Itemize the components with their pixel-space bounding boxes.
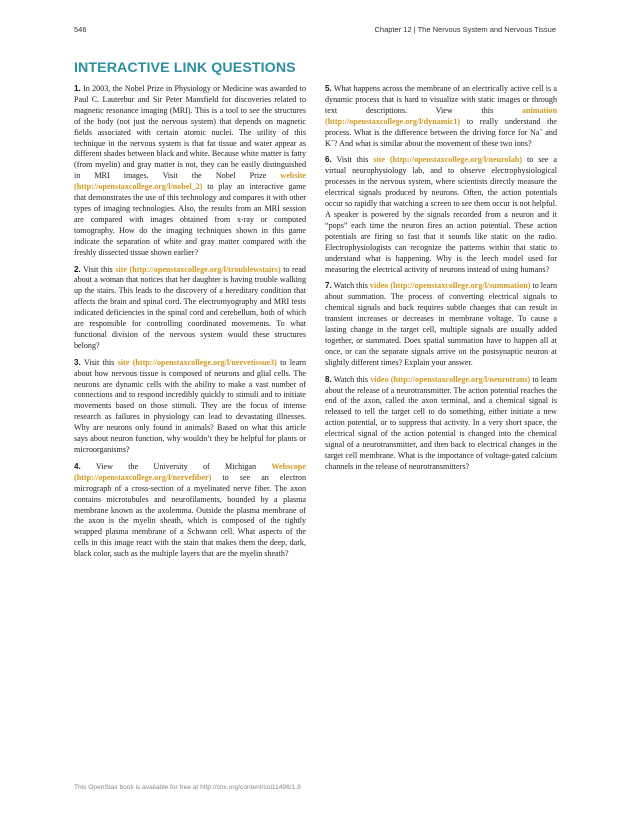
- superscript: +: [539, 126, 543, 133]
- question-text: to read about a woman that notices that her daughter is having trouble walking up the stairs. This leads to the discovery of a hereditary condition that affects the brain and spinal cord. The electromyography and MRI tests indicated deficiencies in the spinal cord and cerebellum, both of which are responsible for controlling coordinated movements. To what functional division of the nervous system would these structures belong?: [74, 264, 306, 350]
- troublewstairs-site-link[interactable]: site (http://openstaxcollege.org/l/troublewstairs): [115, 264, 281, 274]
- summation-video-link[interactable]: video (http://openstaxcollege.org/l/summation): [369, 281, 531, 291]
- neurolab-site-link[interactable]: site (http://openstaxcollege.org/l/neurolab): [373, 155, 523, 165]
- question-text: In 2003, the Nobel Prize in Physiology or Medicine was awarded to Paul C. Lauterbur and Sir Peter Mansfield for discoveries related to magnetic resonance imaging (MRI). This is a tool to see the structures of the body (not just the nervous system) that depends on magnetic fields associated with certain atomic nuclei. The utility of this technique in the nervous system is that fat tissue and water appear as different shades between black and white. Because white matter is fatty (from myelin) and gray matter is not, they can be easily distinguished in MRI images. Visit the Nobel Prize: [74, 84, 306, 181]
- neurotrans-video-link[interactable]: video (http://openstaxcollege.org/l/neurotrans): [370, 374, 531, 384]
- webscope-link[interactable]: Webscope (http://openstaxcollege.org/l/nervefiber): [74, 461, 306, 482]
- nobel-website-link[interactable]: website (http://openstaxcollege.org/l/nobel_2): [74, 171, 306, 192]
- question-1: [74, 84, 306, 259]
- question-text: and K: [325, 127, 557, 148]
- question-number: 2.: [74, 264, 81, 274]
- question-number: 4.: [74, 461, 81, 471]
- right-column: [325, 84, 557, 479]
- question-text: to see a virtual neurophysiology lab, and to observe electrophysiological processes in the nervous system, where scientists directly measure the electrical signals produced by neurons. Often, the action potentials occur so rapidly that watching a screen to see them occur is not helpful. A speaker is powered by the signals recorded from a neuron and it “pops” each time the neuron fires an action potential. These action potentials are firing so fast that it sounds like static on the radio. Electrophysiologists can recognize the patterns within that static to understand what is happening. Why is the leech model used for measuring the electrical activity of neurons instead of using humans?: [325, 155, 558, 274]
- question-text: View the University of Michigan: [80, 461, 272, 471]
- question-text: What happens across the membrane of an electrically active cell is a dynamic process that is hard to visualize with static images or through text descriptions. View this: [325, 84, 557, 115]
- question-6: [325, 155, 557, 275]
- question-text: to play an interactive game that demonstrates the use of this technology and compares it with other types of imaging technologies. Also, the results from an MRI session are compared with images obtained from x-ray or computed tomography. How do the imaging techniques shown in this game indicate the separation of white and gray matter compared with the freshly dissected tissue shown earlier?: [74, 182, 306, 257]
- question-number: 7.: [325, 281, 332, 291]
- question-number: 8.: [325, 374, 332, 384]
- left-column: [74, 84, 306, 566]
- question-number: 3.: [74, 357, 81, 367]
- question-number: 5.: [325, 84, 332, 93]
- page-number: 546: [74, 25, 87, 34]
- question-number: 1.: [74, 84, 81, 93]
- question-text: to see an electron micrograph of a cross-section of a myelinated nerve fiber. The axon contains microtubules and neurofilaments, bounded by a plasma membrane known as the axolemma. Outside the plasma membrane of the axon is the myelin sheath, which is composed of the tightly wrapped plasma membrane of a Schwann cell. What aspects of the cells in this image react with the stain that makes them the deep, dark, black color, such as the multiple layers that are the myelin sheath?: [74, 472, 306, 559]
- question-text: ? And what is similar about the movement of these two ions?: [333, 138, 532, 148]
- question-number: 6.: [325, 155, 332, 165]
- section-title: INTERACTIVE LINK QUESTIONS: [74, 60, 296, 76]
- animation-link[interactable]: animation (http://openstaxcollege.org/l/dynamic1): [325, 105, 557, 126]
- question-7: [325, 281, 557, 368]
- question-5: [325, 84, 557, 149]
- nervetissue-site-link[interactable]: site (http://openstaxcollege.org/l/nervetissue3): [117, 357, 277, 367]
- question-text: Visit this: [331, 155, 374, 165]
- question-4: [74, 462, 306, 560]
- question-8: [325, 375, 557, 473]
- question-text: to really understand the process. What is the difference between the driving force for Na: [325, 116, 557, 137]
- question-text: to learn about how nervous tissue is composed of neurons and glial cells. The neurons are dynamic cells with the ability to make a vast number of connections and to respond incredibly quickly to stimuli and to initiate movements based on those stimuli. They are the focus of intense research as failures in physiology can lead to devastating illnesses. Why are neurons only found in animals? Based on what this article says about neuron function, why wouldn’t they be helpful for plants or microorganisms?: [74, 357, 306, 454]
- question-text: Visit this: [80, 357, 118, 367]
- question-text: Watch this: [331, 374, 371, 384]
- question-2: [74, 265, 306, 352]
- question-text: to learn about summation. The process of converting electrical signals to chemical signals and back requires subtle changes that can result in transient increases or decreases in membrane voltage. To cause a lasting change in the target cell, multiple signals are usually added together, or summated. Does spatial summation have to happen all at once, or can the separate signals arrive on the postsynaptic neuron at slightly different times? Explain your answer.: [325, 281, 557, 367]
- question-text: to learn about the release of a neurotransmitter. The action potential reaches the end of the axon, called the axon terminal, and a chemical signal is released to tell the target cell to do something, either initiate a new action potential, or to suppress that activity. In a very short space, the electrical signal of the action potential is changed into the chemical signal of a neurotransmitter, and then back to electrical changes in the target cell membrane. What is the importance of voltage-gated calcium channels in the release of neurotransmitters?: [325, 374, 557, 471]
- question-text: Watch this: [331, 281, 370, 291]
- footer-note: This OpenStax book is available for free at http://cnx.org/content/col11496/1.8: [74, 784, 301, 791]
- question-text: Visit this: [80, 264, 116, 274]
- superscript: +: [330, 137, 334, 144]
- chapter-header: Chapter 12 | The Nervous System and Nervous Tissue: [374, 25, 556, 34]
- question-3: [74, 358, 306, 456]
